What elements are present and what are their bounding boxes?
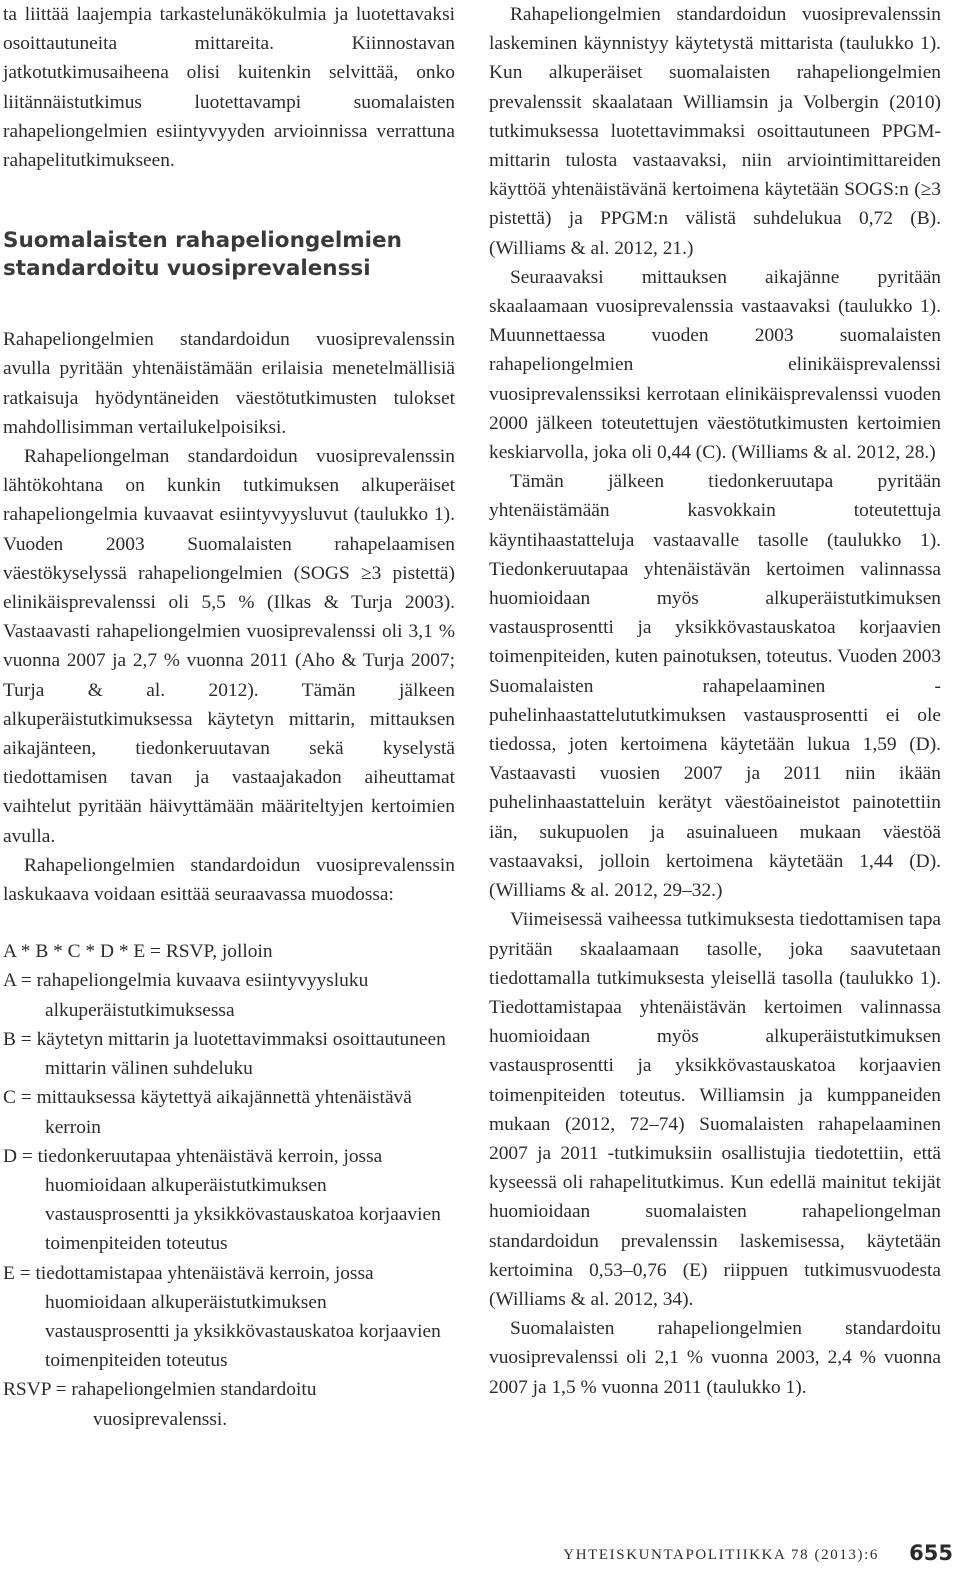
formula-block	[3, 937, 455, 1433]
body-paragraph: Viimeisessä vaiheessa tutkimuksesta tiedottamisen tapa pyritään skaalaamaan tasolle, joka saavutetaan tiedottamalla tutkimuksesta yleisellä tasolla (taulukko 1). Tiedottamistapaa yhtenäistävän kertoimen valinnassa huomioidaan myös alkuperäistutkimuksen vastausprosentti ja yksikkövastauskatoa korjaavien toimenpiteiden toteutus. Williamsin ja kumppaneiden mukaan (2012, 72–74) Suomalaisten rahapelaaminen 2007 ja 2011 -tutkimuksiin osallistujia tiedotettiin, että kyseessä oli rahapelitutkimus. Kun edellä mainitut tekijät huomioidaan suomalaisten rahapeliongelman standardoidun prevalenssin laskemisessa, käytetään kertoimina 0,53–0,76 (E) riippuen tutkimusvuodesta (Williams & al. 2012, 34).	[489, 909, 941, 1310]
body-paragraph: Suomalaisten rahapeliongelmien standardoitu vuosiprevalenssi oli 2,1 % vuonna 2003, 2,4 % vuonna 2007 ja 1,5 % vuonna 2011 (taulukko 1).	[489, 1318, 941, 1398]
formula-definition-rsvp: RSVP = rahapeliongelmien standardoitu vuosiprevalenssi.	[3, 1379, 317, 1430]
page-number: 655	[909, 1541, 953, 1565]
formula-definition-d: D = tiedonkeruutapaa yhtenäistävä kerroin, jossa huomioidaan alkuperäistutkimuksen vastausprosentti ja yksikkövastauskatoa korjaavien toimenpiteiden toteutus	[3, 1145, 441, 1255]
journal-name: YHTEISKUNTAPOLITIIKKA 78 (2013):6	[563, 1547, 879, 1563]
intro-paragraph: ta liittää laajempia tarkastelunäkökulmia ja luotettavaksi osoittautuneita mittareita. Kiinnostavan jatkotutkimusaiheena olisi kuitenkin selvittää, onko liitännäistutkimus luotettavampi suomalaisten rahapeliongelmien esiintyvyyden arvioinnissa verrattuna rahapelitutkimukseen.	[3, 4, 455, 172]
formula-definition-a: A = rahapeliongelmia kuvaava esiintyvyysluku alkuperäistutkimuksessa	[3, 970, 369, 1021]
section-heading: Suomalaisten rahapeliongelmien standardoitu vuosiprevalenssi	[3, 228, 402, 282]
body-paragraph: Seuraavaksi mittauksen aikajänne pyritään skaalaamaan vuosiprevalenssia vastaavaksi (taulukko 1). Muunnettaessa vuoden 2003 suomalaisten rahapeliongelmien elinikäisprevalenssi vuosiprevalenssiksi kerrotaan elinikäisprevalenssi vuoden 2000 jälkeen toteutettujen väestötutkimusten kertoimien keskiarvolla, joka oli 0,44 (C). (Williams & al. 2012, 28.)	[489, 266, 941, 464]
body-paragraph: Tämän jälkeen tiedonkeruutapa pyritään yhtenäistämään kasvokkain toteutettuja käyntihaastatteluja vastaavalle tasolle (taulukko 1). Tiedonkeruutapaa yhtenäistävän kertoimen valinnassa huomioidaan myös alkuperäistutkimuksen vastausprosentti ja yksikkövastauskatoa korjaavien toimenpiteiden, kuten painotuksen, toteutus. Vuoden 2003 Suomalaisten rahapelaaminen -puhelinhaastattelututkimuksen vastausprosentti ei ole tiedossa, joten kertoimena käytetään lukua 1,59 (D). Vastaavasti vuosien 2007 ja 2011 niin ikään puhelinhaastatteluin kerätyt väestöaineistot painotettiin iän, sukupuolen ja asuinalueen mukaan väestöä vastaavaksi, jolloin kertoimena käytetään 1,44 (D). (Williams & al. 2012, 29–32.)	[489, 471, 941, 902]
right-column	[489, 0, 941, 1402]
body-paragraph: Rahapeliongelmien standardoidun vuosiprevalenssin avulla pyritään yhtenäistämään erilaisia menetelmällisiä ratkaisuja hyödyntäneiden väestötutkimusten tulokset mahdollisimman vertailukelpoisiksi.	[3, 329, 455, 438]
formula-definition-b: B = käytetyn mittarin ja luotettavimmaksi osoittautuneen mittarin välinen suhdeluku	[3, 1028, 446, 1080]
page-footer	[560, 1541, 953, 1567]
formula-definition-c: C = mittauksessa käytettyä aikajännettä yhtenäistävä kerroin	[3, 1087, 412, 1138]
body-paragraph: Rahapeliongelmien standardoidun vuosiprevalenssin laskeminen käynnistyy käytetystä mittarista (taulukko 1). Kun alkuperäiset suomalaisten rahapeliongelmien prevalenssit skaalataan Williamsin ja Volbergin (2010) tutkimuksessa luotettavimmaksi osoittautuneen PPGM-mittarin tulosta vastaavaksi, niin arviointimittareiden käyttöä yhtenäistävänä kertoimena käytetään SOGS:n (≥3 pistettä) ja PPGM:n välistä suhdelukua 0,72 (B). (Williams & al. 2012, 21.)	[489, 4, 941, 259]
body-paragraph: Rahapeliongelman standardoidun vuosiprevalenssin lähtökohtana on kunkin tutkimuksen alkuperäiset rahapeliongelmia kuvaavat esiintyvyysluvut (taulukko 1). Vuoden 2003 Suomalaisten rahapelaamisen väestökyselyssä rahapeliongelmien (SOGS ≥3 pistettä) elinikäisprevalenssi oli 5,5 % (Ilkas & Turja 2003). Vastaavasti rahapeliongelmien vuosiprevalenssi oli 3,1 % vuonna 2007 ja 2,7 % vuonna 2011 (Aho & Turja 2007; Turja & al. 2012). Tämän jälkeen alkuperäistutkimuksessa käytetyn mittarin, mittauksen aikajänteen, tiedonkeruutavan sekä kyselystä tiedottamisen tavan ja vastaajakadon aiheuttamat vaihtelut pyritään häivyttämään määriteltyjen kertoimien avulla.	[3, 446, 455, 847]
body-paragraph: Rahapeliongelmien standardoidun vuosiprevalenssin laskukaava voidaan esittää seuraavassa muodossa:	[3, 854, 455, 906]
formula-definition-e: E = tiedottamistapaa yhtenäistävä kerroin, jossa huomioidaan alkuperäistutkimuksen vastausprosentti ja yksikkövastauskatoa korjaavien toimenpiteiden toteutus	[3, 1262, 441, 1372]
formula-line: A * B * C * D * E = RSVP, jolloin	[3, 941, 273, 963]
left-column	[3, 0, 455, 1434]
